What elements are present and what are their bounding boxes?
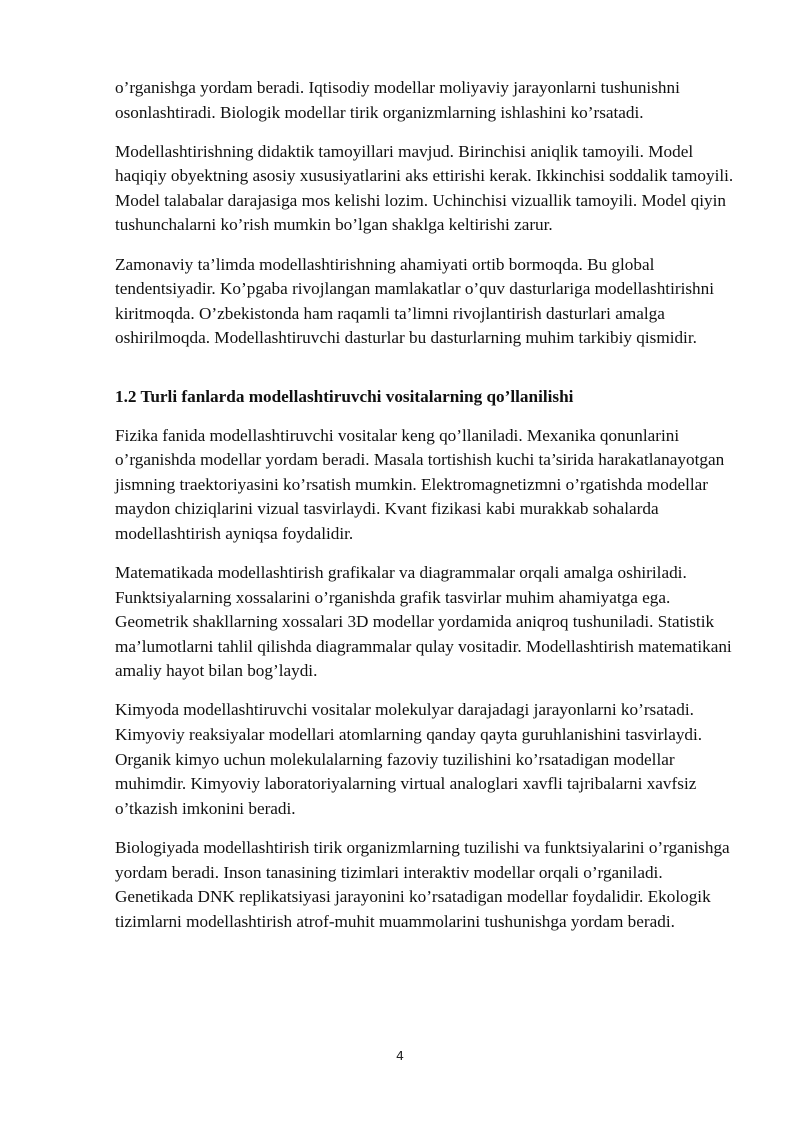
paragraph: Kimyoda modellashtiruvchi vositalar molekulyar darajadagi jarayonlarni ko’rsatadi. Kimyoviy reaksiyalar modellari atomlarning qanday qayta guruhlanishini tasvirlaydi. Organik kimyo uchun molekulalarning fazoviy tuzilishini ko’rsatadigan modellar muhimdir. Kimyoviy laboratoriyalarning virtual analoglari xavfli tajribalarni xavfsiz o’tkazish imkonini beradi. <box>115 700 703 818</box>
paragraph: Fizika fanida modellashtiruvchi vositalar keng qo’llaniladi. Mexanika qonunlarini o’rganishda modellar yordam beradi. Masala tortishish kuchi ta’sirida harakatlanayotgan jismning traektoriyasini ko’rsatish mumkin. Elektromagnetizmni o’rgatishda modellar maydon chiziqlarini vizual tasvirlaydi. Kvant fizikasi kabi murakkab sohalarda modellashtirish ayniqsa foydalidir. <box>115 425 725 543</box>
section-heading: 1.2 Turli fanlarda modellashtiruvchi vositalarning qo’llanilishi <box>115 386 574 406</box>
paragraph: o’rganishga yordam beradi. Iqtisodiy modellar moliyaviy jarayonlarni tushunishni osonlashtiradi. Biologik modellar tirik organizmlarning ishlashini ko’rsatadi. <box>115 78 680 122</box>
paragraph: Zamonaviy ta’limda modellashtirishning ahamiyati ortib bormoqda. Bu global tendentsiyadir. Ko’pgaba rivojlangan mamlakatlar o’quv dasturlariga modellashtirishni kiritmoqda. O’zbekistonda ham raqamli ta’limni rivojlantirish dasturlari amalga oshirilmoqda. Modellashtiruvchi dasturlar bu dasturlarning muhim tarkibiy qismidir. <box>115 254 715 348</box>
paragraph: Biologiyada modellashtirish tirik organizmlarning tuzilishi va funktsiyalarini o’rganishga yordam beradi. Inson tanasining tizimlari interaktiv modellar orqali o’rganiladi. Genetikada DNK replikatsiyasi jarayonini ko’rsatadigan modellar foydalidir. Ekologik tizimlarni modellashtirish atrof-muhit muammolarini tushunishga yordam beradi. <box>115 837 730 931</box>
paragraph: Matematikada modellashtirish grafikalar va diagrammalar orqali amalga oshiriladi. Funktsiyalarning xossalarini o’rganishda grafik tasvirlar muhim ahamiyatga ega. Geometrik shakllarning xossalari 3D modellar yordamida aniqroq tushuniladi. Statistik ma’lumotlarni tahlil qilishda diagrammalar qulay vositadir. Modellashtirish matematikani amaliy hayot bilan bog’laydi. <box>115 563 732 681</box>
page-number: 4 <box>396 1048 404 1063</box>
document-page <box>115 76 740 949</box>
paragraph: Modellashtirishning didaktik tamoyillari mavjud. Birinchisi aniqlik tamoyili. Model haqiqiy obyektning asosiy xususiyatlarini aks ettirishi kerak. Ikkinchisi soddalik tamoyili. Model talabalar darajasiga mos kelishi lozim. Uchinchisi vizuallik tamoyili. Model qiyin tushunchalarni ko’rish mumkin bo’lgan shaklga keltirishi zarur. <box>115 141 734 235</box>
